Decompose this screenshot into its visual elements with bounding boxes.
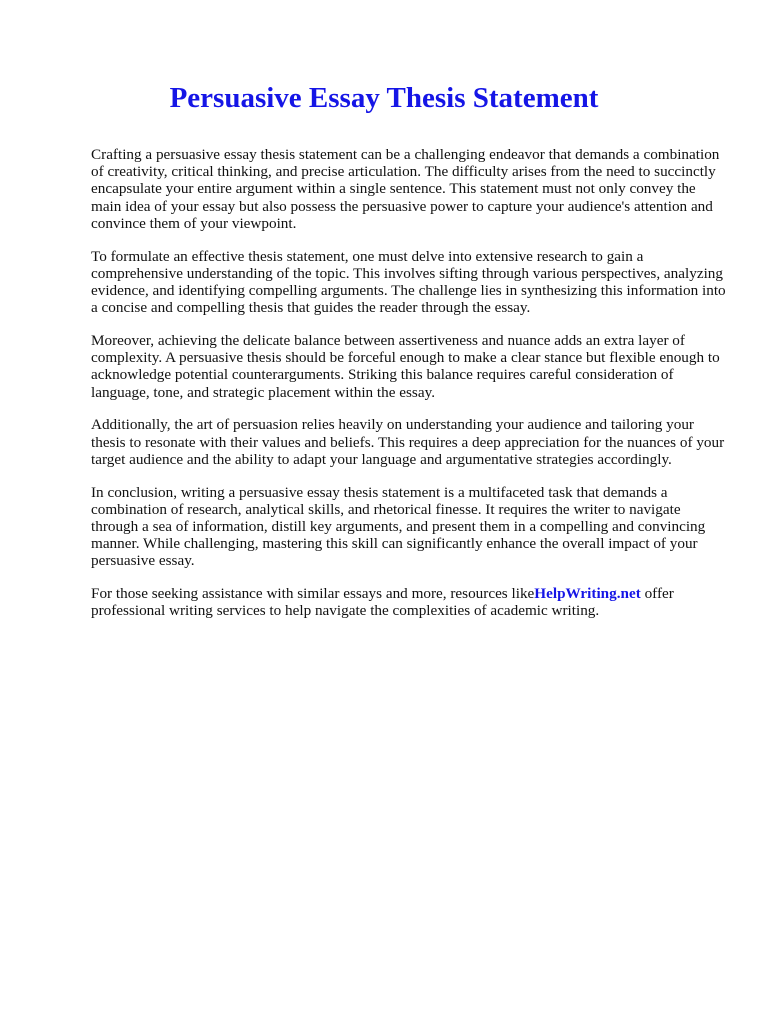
document-body	[91, 146, 727, 635]
page-title: Persuasive Essay Thesis Statement	[169, 82, 599, 114]
closing-text-before-link: For those seeking assistance with similar essays and more, resources like	[91, 585, 535, 603]
closing-paragraph	[91, 585, 727, 619]
helpwriting-link[interactable]: HelpWriting.net	[534, 585, 641, 603]
paragraph-5: In conclusion, writing a persuasive essay thesis statement is a multifaceted task that demands a combination of research, analytical skills, and rhetorical finesse. It requires the writer to navigate through a sea of information, distill key arguments, and present them in a compelling and convincing manner. While challenging, mastering this skill can significantly enhance the overall impact of your persuasive essay.	[91, 483, 706, 570]
closing-text-after-link: offer professional writing services to help navigate the complexities of academic writing.	[91, 585, 674, 620]
paragraph-1: Crafting a persuasive essay thesis statement can be a challenging endeavor that demands a combination of creativity, critical thinking, and precise articulation. The difficulty arises from the need to succinctly encapsulate your entire argument within a single sentence. This statement must not only convey the main idea of your essay but also possess the persuasive power to capture your audience's attention and convince them of your viewpoint.	[91, 146, 720, 232]
paragraph-3: Moreover, achieving the delicate balance between assertiveness and nuance adds an extra layer of complexity. A persuasive thesis should be forceful enough to make a clear stance but flexible enough to acknowledge potential counterarguments. Striking this balance requires careful consideration of language, tone, and strategic placement within the essay.	[91, 332, 720, 401]
paragraph-2: To formulate an effective thesis statement, one must delve into extensive research to gain a comprehensive understanding of the topic. This involves sifting through various perspectives, analyzing evidence, and identifying compelling arguments. The challenge lies in synthesizing this information into a concise and compelling thesis that guides the reader through the essay.	[91, 247, 726, 317]
paragraph-4: Additionally, the art of persuasion relies heavily on understanding your audience and tailoring your thesis to resonate with their values and beliefs. This requires a deep appreciation for the nuances of your target audience and the ability to adapt your language and argumentative strategies accordingly.	[91, 416, 725, 468]
